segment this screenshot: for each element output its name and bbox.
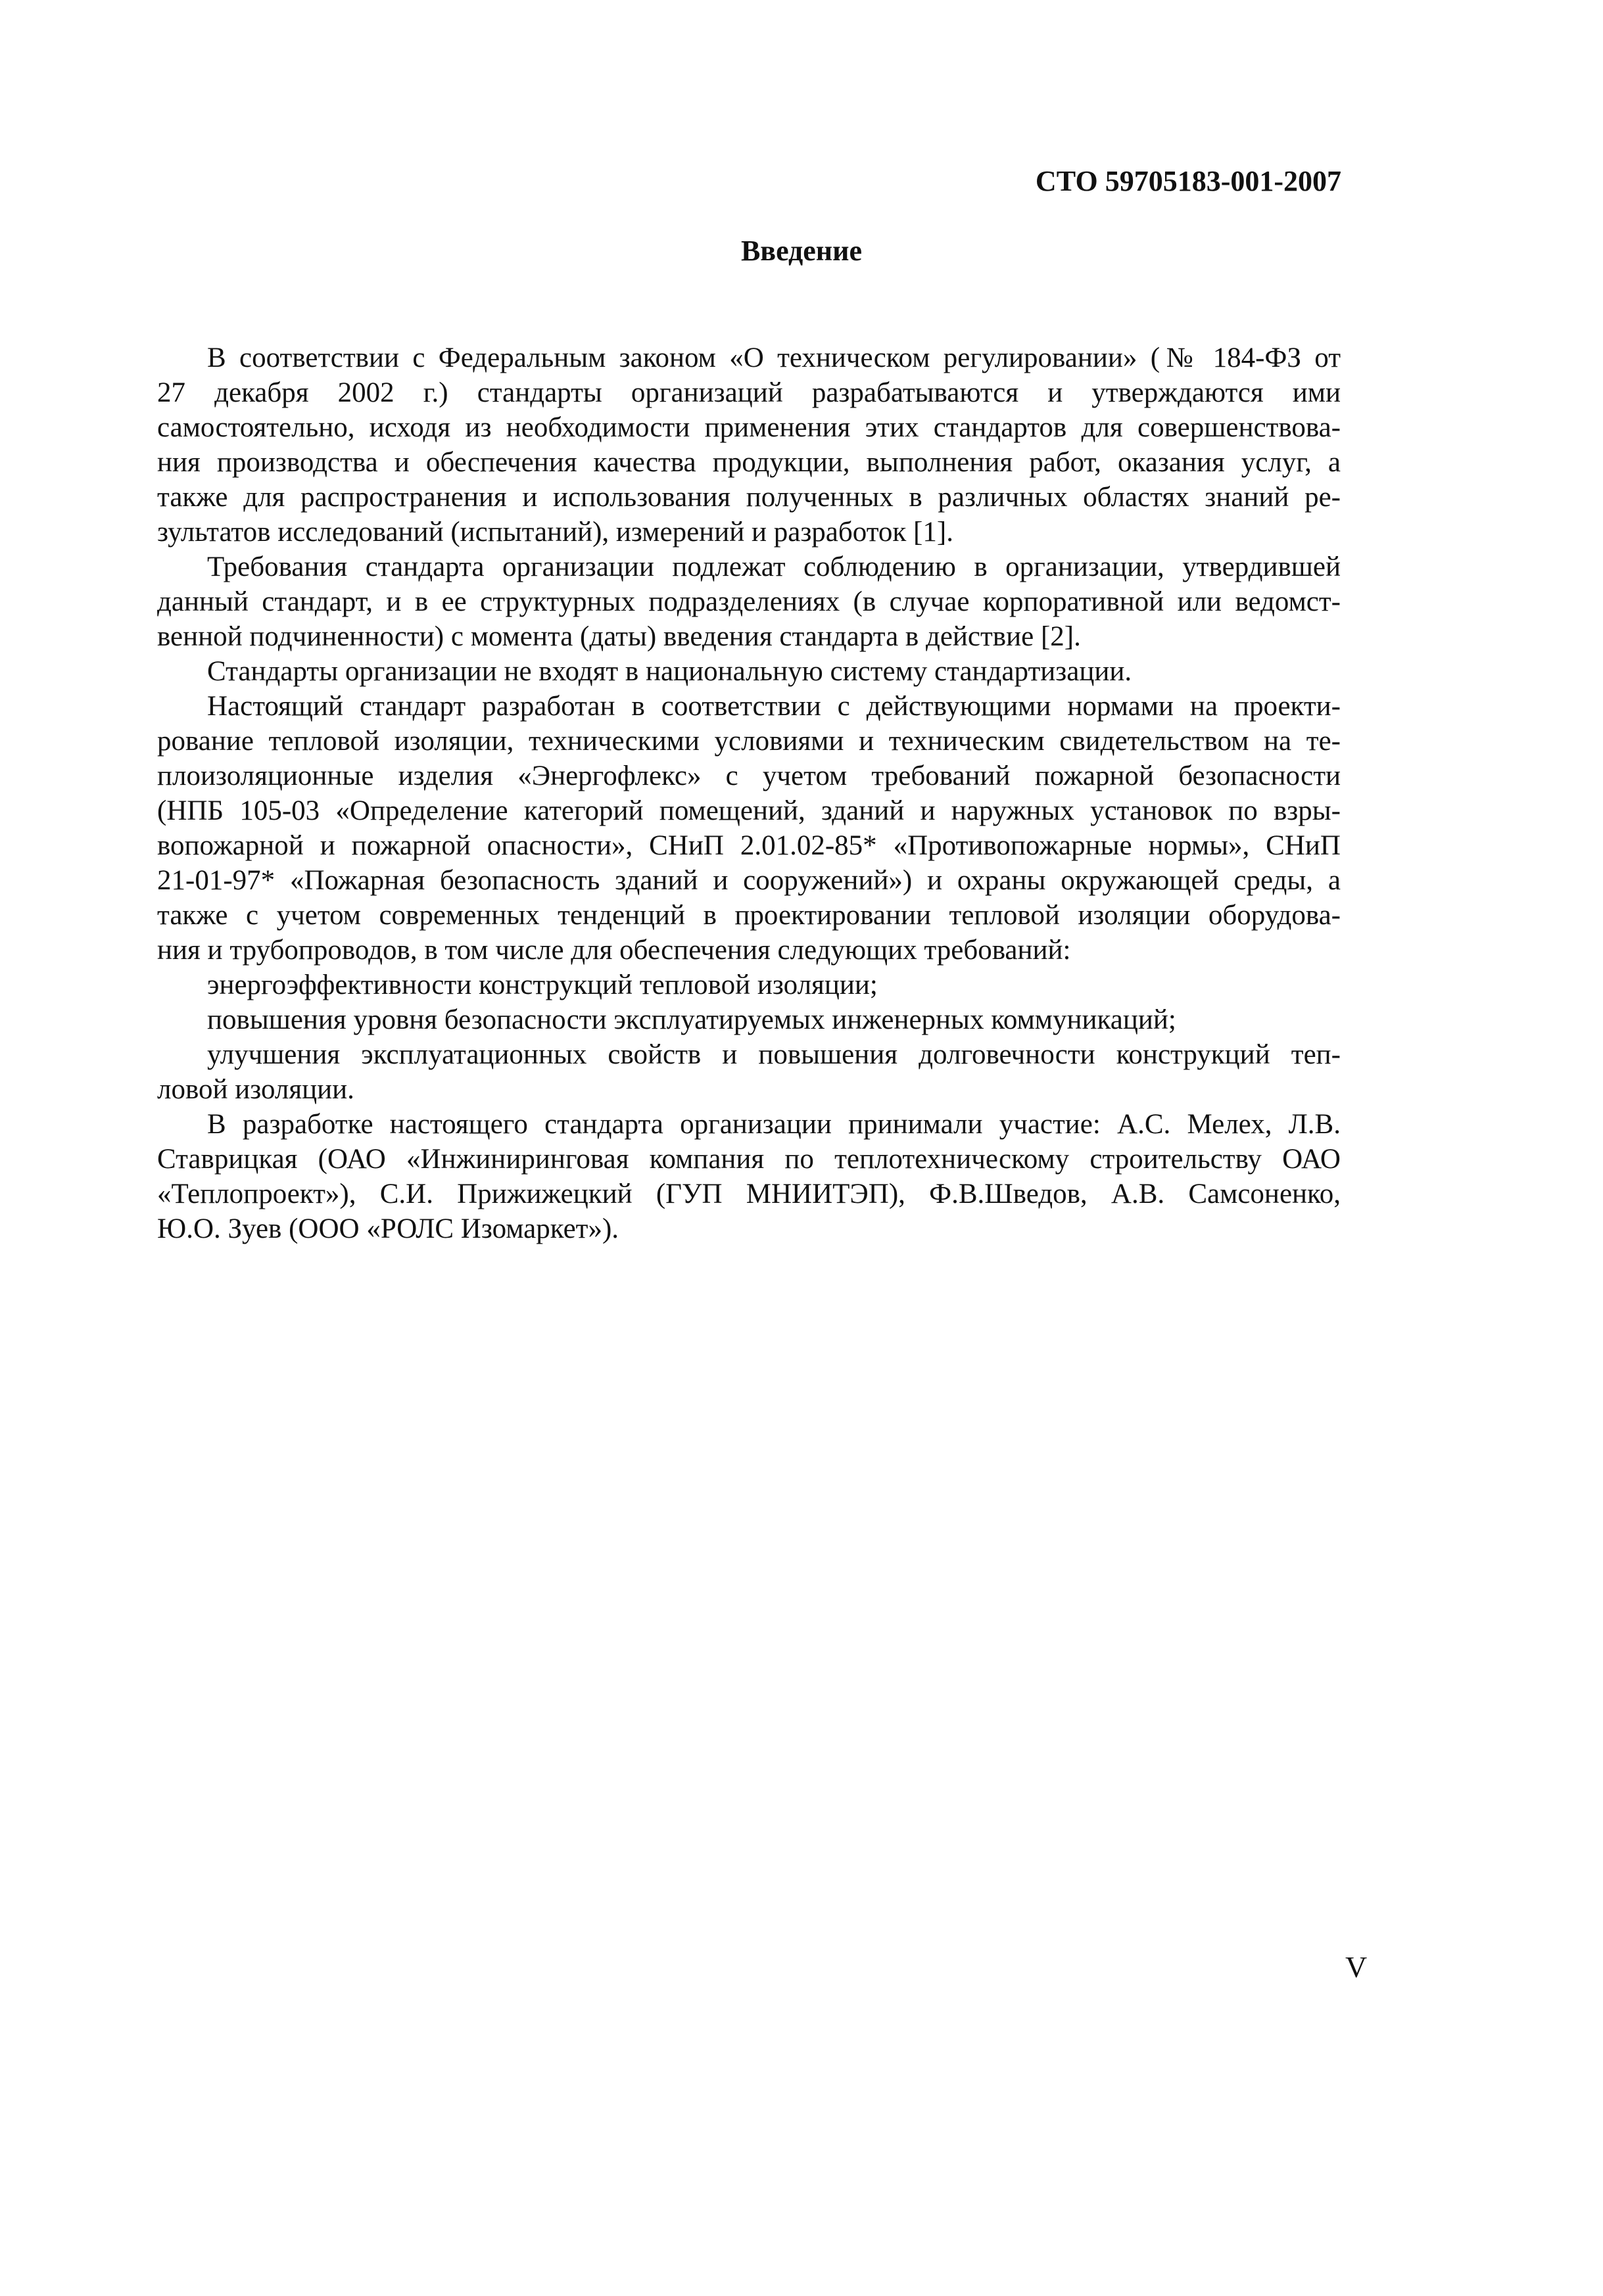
text-line: (НПБ 105-03 «Определение категорий помещений, зданий и наружных установок по взры- [157, 795, 1341, 826]
paragraph [157, 1037, 1341, 1107]
text-line: энергоэффективности конструкций тепловой изоляции; [207, 970, 878, 1000]
text-line: 27 декабря 2002 г.) стандарты организаций разрабатываются и утверждаются ими [157, 377, 1341, 408]
text-line: Стандарты организации не входят в национальную систему стандартизации. [207, 656, 1132, 687]
text-line: рование тепловой изоляции, техническими условиями и техническим свидетельством на те- [157, 726, 1341, 757]
paragraph [157, 968, 1341, 1002]
text-line: ния и трубопроводов, в том числе для обеспечения следующих требований: [157, 935, 1071, 966]
text-line: улучшения эксплуатационных свойств и повышения долговечности конструкций теп- [207, 1039, 1341, 1070]
text-line: также для распространения и использования полученных в различных областях знаний ре- [157, 482, 1341, 513]
text-line: В разработке настоящего стандарта организации принимали участие: А.С. Мелех, Л.В. [207, 1109, 1341, 1140]
document-code-header: СТО 59705183-001-2007 [1035, 165, 1341, 197]
paragraph [157, 654, 1341, 689]
section-title: Введение [740, 235, 863, 267]
text-line: Требования стандарта организации подлежат соблюдению в организации, утвердившей [207, 551, 1341, 582]
text-line: зультатов исследований (испытаний), измерений и разработок [1]. [157, 517, 953, 548]
paragraph [157, 1107, 1341, 1246]
text-line: Ю.О. Зуев (ООО «РОЛС Изомаркет»). [157, 1213, 619, 1244]
text-line: венной подчиненности) с момента (даты) введения стандарта в действие [2]. [157, 621, 1081, 652]
paragraph [157, 689, 1341, 968]
text-line: плоизоляционные изделия «Энергофлекс» с учетом требований пожарной безопасности [157, 761, 1341, 791]
text-line: ния производства и обеспечения качества продукции, выполнения работ, оказания услуг, а [157, 447, 1341, 478]
text-line: Настоящий стандарт разработан в соответствии с действующими нормами на проекти- [207, 691, 1341, 722]
text-line: повышения уровня безопасности эксплуатируемых инженерных коммуникаций; [207, 1004, 1176, 1035]
text-line: вопожарной и пожарной опасности», СНиП 2.01.02-85* «Противопожарные нормы», СНиП [157, 830, 1341, 861]
text-line: ловой изоляции. [157, 1074, 354, 1105]
text-line: В соответствии с Федеральным законом «О техническом регулировании» (№ 184-ФЗ от [207, 342, 1341, 373]
text-line: также с учетом современных тенденций в проектировании тепловой изоляции оборудова- [157, 900, 1341, 931]
text-line: данный стандарт, и в ее структурных подразделениях (в случае корпоративной или ведомст- [157, 586, 1341, 617]
text-line: «Теплопроект»), С.И. Прижижецкий (ГУП МНИИТЭП), Ф.В.Шведов, А.В. Самсоненко, [157, 1179, 1341, 1209]
text-line: самостоятельно, исходя из необходимости применения этих стандартов для совершенствова- [157, 412, 1341, 443]
body-text [157, 340, 1341, 1246]
paragraph [157, 1002, 1341, 1037]
text-line: Ставрицкая (ОАО «Инжиниринговая компания по теплотехническому строительству ОАО [157, 1144, 1341, 1175]
text-line: 21-01-97* «Пожарная безопасность зданий и сооружений») и охраны окружающей среды, а [157, 865, 1341, 896]
page-number: V [1345, 1950, 1368, 1984]
paragraph [157, 340, 1341, 550]
paragraph [157, 550, 1341, 654]
